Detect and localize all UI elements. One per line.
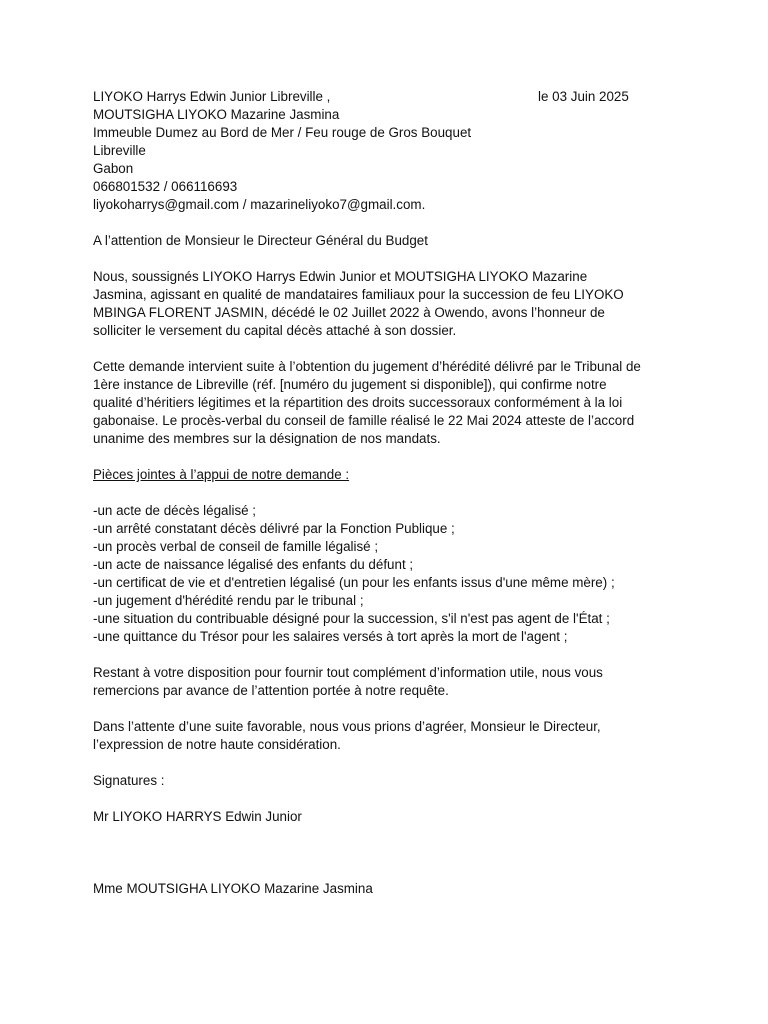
spacer <box>93 484 673 502</box>
attachment-item: -un acte de décès légalisé ; <box>93 503 257 518</box>
paragraph-line: Restant à votre disposition pour fournir tout complément d’information utile, nous vous <box>93 665 603 680</box>
sender-name-2: MOUTSIGHA LIYOKO Mazarine Jasmina <box>93 107 340 122</box>
spacer <box>93 790 673 808</box>
spacer <box>93 250 673 268</box>
spacer <box>93 754 673 772</box>
sender-country: Gabon <box>93 161 134 176</box>
body-paragraph-2 <box>93 358 673 448</box>
paragraph-line: gabonaise. Le procès-verbal du conseil de famille réalisé le 22 Mai 2024 atteste de l’accord <box>93 413 635 428</box>
spacer <box>93 340 673 358</box>
attachment-item: -un jugement d'hérédité rendu par le tribunal ; <box>93 593 364 608</box>
signatures-label: Signatures : <box>93 773 165 788</box>
spacer <box>93 448 673 466</box>
attachment-item: -un procès verbal de conseil de famille légalisé ; <box>93 539 379 554</box>
paragraph-line: MBINGA FLORENT JASMIN, décédé le 02 Juillet 2022 à Owendo, avons l’honneur de <box>93 305 605 320</box>
paragraph-line: Nous, soussignés LIYOKO Harrys Edwin Junior et MOUTSIGHA LIYOKO Mazarine <box>93 269 588 284</box>
signer-1-name: Mr LIYOKO HARRYS Edwin Junior <box>93 809 302 824</box>
recipient-line: A l’attention de Monsieur le Directeur Général du Budget <box>93 233 428 248</box>
sender-address: Immeuble Dumez au Bord de Mer / Feu rouge de Gros Bouquet <box>93 125 472 140</box>
spacer <box>93 826 673 844</box>
spacer <box>93 214 673 232</box>
attachment-item: -une situation du contribuable désigné pour la succession, s'il n'est pas agent de l'État ; <box>93 611 610 626</box>
sender-emails: liyokoharrys@gmail.com / mazarineliyoko7@gmail.com. <box>93 197 426 212</box>
paragraph-line: 1ère instance de Libreville (réf. [numéro du jugement si disponible]), qui confirme notre <box>93 377 607 392</box>
paragraph-line: Jasmina, agissant en qualité de mandataires familiaux pour la succession de feu LIYOKO <box>93 287 624 302</box>
attachment-item: -une quittance du Trésor pour les salaires versés à tort après la mort de l'agent ; <box>93 629 568 644</box>
paragraph-line: unanime des membres sur la désignation de nos mandats. <box>93 431 441 446</box>
letter <box>93 88 673 898</box>
signer-2-name: Mme MOUTSIGHA LIYOKO Mazarine Jasmina <box>93 881 373 896</box>
sender-phones: 066801532 / 066116693 <box>93 179 238 194</box>
paragraph-line: qualité d’héritiers légitimes et la répartition des droits successoraux conformément à la loi <box>93 395 623 410</box>
sender-name-city: LIYOKO Harrys Edwin Junior Libreville , <box>93 89 331 104</box>
body-paragraph-1 <box>93 268 673 340</box>
attachments-heading: Pièces jointes à l’appui de notre demande : <box>93 467 350 482</box>
paragraph-line: Cette demande intervient suite à l’obtention du jugement d’hérédité délivré par le Tribunal de <box>93 359 641 374</box>
spacer <box>93 844 673 862</box>
closing-paragraph-1 <box>93 664 673 700</box>
attachment-item: -un certificat de vie et d'entretien légalisé (un pour les enfants issus d'une même mère) ; <box>93 575 615 590</box>
attachments-list <box>93 502 673 646</box>
letter-date: le 03 Juin 2025 <box>538 89 629 104</box>
spacer <box>93 700 673 718</box>
paragraph-line: Dans l’attente d’une suite favorable, nous vous prions d’agréer, Monsieur le Directeur, <box>93 719 601 734</box>
sender-city: Libreville <box>93 143 146 158</box>
attachment-item: -un arrêté constatant décès délivré par la Fonction Publique ; <box>93 521 455 536</box>
spacer <box>93 646 673 664</box>
paragraph-line: l’expression de notre haute considération. <box>93 737 341 752</box>
sender-header-row <box>93 88 673 106</box>
closing-paragraph-2 <box>93 718 673 754</box>
spacer <box>93 862 673 880</box>
paragraph-line: remercions par avance de l’attention portée à notre requête. <box>93 683 449 698</box>
paragraph-line: solliciter le versement du capital décès attaché à son dossier. <box>93 323 457 338</box>
attachment-item: -un acte de naissance légalisé des enfants du défunt ; <box>93 557 414 572</box>
